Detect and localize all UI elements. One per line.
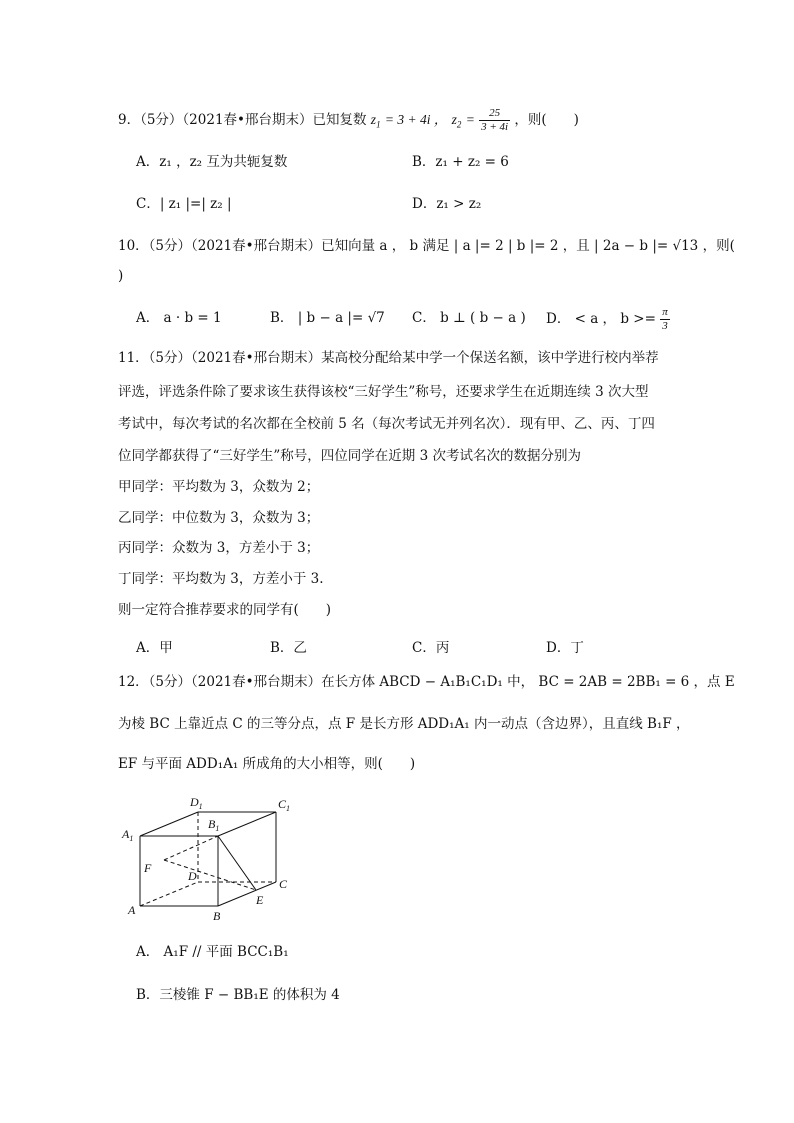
label-d1: $D_1$ [190, 795, 203, 811]
q10-option-a[interactable]: A． a · b = 1 [136, 310, 222, 326]
q9-z2-eq: = [465, 112, 475, 127]
q9-option-d[interactable]: D．z₁ > z₂ [412, 196, 482, 212]
edge-a1-d1 [140, 812, 198, 836]
q12-option-a[interactable]: A． A₁F // 平面 BCC₁B₁ [136, 944, 289, 960]
label-e: E [256, 893, 264, 907]
q11-line-2: 评选，评选条件除了要求该生获得该校“三好学生”称号，还要求学生在近期连续 3 次大型 [118, 384, 649, 400]
pi-numerator: π [662, 306, 668, 318]
q10-option-d-text: D． < a ， b >= [546, 311, 656, 327]
q10-option-c[interactable]: C． b ⊥ ( b − a ) [412, 310, 526, 326]
edge-b1-c1 [218, 812, 276, 836]
q10-stem-continued: ) [118, 268, 124, 284]
label-f: F [144, 861, 152, 875]
q11-line-4: 位同学都获得了“三好学生”称号，四位同学在近期 3 次考试名次的数据分别为 [118, 448, 581, 464]
q12-option-b[interactable]: B．三棱锥 F − BB₁E 的体积为 4 [136, 987, 340, 1003]
q9-z2: $z_2$ [451, 112, 462, 130]
q10-option-d[interactable] [546, 306, 670, 333]
q12-line-2: 为棱 BC 上靠近点 C 的三等分点，点 F 是长方形 ADD₁A₁ 内一动点（含边界），且直线 B₁F ， [118, 716, 690, 732]
q11-line-6: 乙同学：中位数为 3，众数为 3； [118, 510, 320, 526]
label-c: C [279, 877, 288, 891]
q11-line-1: 11．（5分）（2021春•邢台期末）某高校分配给某中学一个保送名额，该中学进行校内举荐 [118, 350, 659, 366]
label-b1: $B_1$ [208, 817, 220, 833]
hidden-segment-f-e [164, 860, 256, 890]
q12-line-3: EF 与平面 ADD₁A₁ 所成角的大小相等，则( ) [118, 756, 416, 772]
label-a: A [128, 903, 136, 917]
q12-line-1: 12．（5分）（2021春•邢台期末）在长方体 ABCD − A₁B₁C₁D₁ 中， BC = 2AB = 2BB₁ = 6 ，点 E [118, 674, 735, 690]
pi-denominator: 3 [662, 320, 668, 332]
q11-line-3: 考试中，每次考试的名次都在全校前 5 名（每次考试无并列名次）．现有甲、乙、丙、丁四 [118, 416, 655, 432]
q11-line-8: 丁同学：平均数为 3，方差小于 3. [118, 571, 324, 587]
q9-z1-value: = 3 + 4i ， [384, 112, 448, 127]
q9-option-b[interactable]: B．z₁ + z₂ = 6 [412, 154, 509, 170]
cuboid-figure [118, 788, 298, 928]
q11-option-a[interactable]: A．甲 [136, 640, 173, 656]
hidden-edge-a-d [140, 882, 198, 906]
label-a1: $A_1$ [122, 827, 134, 843]
q11-line-5: 甲同学：平均数为 3，众数为 2； [118, 479, 320, 495]
q9-frac-numerator: 25 [479, 107, 510, 121]
q9-option-c[interactable]: C．| z₁ |=| z₂ | [136, 196, 232, 212]
q11-line-9: 则一定符合推荐要求的同学有( ) [118, 602, 332, 618]
q9-frac-denominator: 3 + 4i [481, 121, 509, 133]
q9-stem-text: 9．（5分）（2021春•邢台期末）已知复数 [118, 112, 367, 128]
q10-stem: 10．（5分）（2021春•邢台期末）已知向量 a ， b 满足 | a |= 2 | b |= 2 ，且 | 2a − b |= √13 ，则( [118, 238, 735, 254]
q10-option-b[interactable]: B． | b − a |= √7 [270, 310, 385, 326]
q9-stem-end: ，则( ) [514, 112, 579, 128]
q11-option-d[interactable]: D．丁 [546, 640, 584, 656]
q9-fraction [479, 107, 510, 134]
q9-option-a[interactable]: A．z₁ ，z₂ 互为共轭复数 [136, 154, 288, 170]
label-c1: $C_1$ [278, 797, 291, 813]
q9-stem [118, 107, 579, 134]
hidden-segment-f-b1 [164, 836, 218, 860]
q11-line-7: 丙同学：众数为 3，方差小于 3； [118, 540, 320, 556]
q11-option-b[interactable]: B．乙 [270, 640, 307, 656]
q9-z1: $z_1$ [370, 112, 381, 130]
q11-option-c[interactable]: C．丙 [412, 640, 450, 656]
q10-option-d-fraction [660, 306, 670, 333]
edge-b-c [218, 882, 276, 906]
label-d: D [188, 869, 197, 883]
label-b: B [213, 909, 221, 923]
